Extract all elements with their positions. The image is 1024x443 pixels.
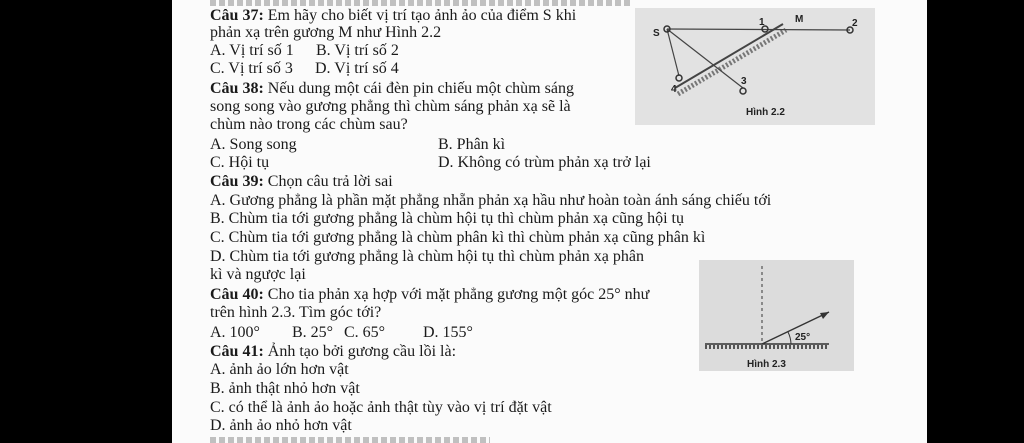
q38-option-a: A. Song song bbox=[210, 136, 297, 153]
mirror-diagram bbox=[635, 8, 875, 125]
q41-option-b: B. ảnh thật nhỏ hơn vật bbox=[210, 380, 360, 397]
q40-option-d: D. 155° bbox=[423, 324, 473, 341]
q39-option-a: A. Gương phẳng là phần mặt phẳng nhẵn phản xạ hầu như hoàn toàn ánh sáng chiếu tới bbox=[210, 192, 772, 209]
label-4: 4 bbox=[671, 84, 677, 95]
q37-line1: Câu 37: Em hãy cho biết vị trí tạo ảnh ảo của điểm S khi bbox=[210, 7, 577, 24]
q37-option-c: C. Vị trí số 3 bbox=[210, 60, 293, 77]
q39-option-c: C. Chùm tia tới gương phẳng là chùm phân kì thì chùm phản xạ cũng phân kì bbox=[210, 229, 706, 246]
reflection-angle-diagram bbox=[699, 260, 854, 371]
label-3: 3 bbox=[741, 76, 747, 87]
q41-option-d: D. ảnh ảo nhỏ hơn vật bbox=[210, 417, 352, 434]
q41-option-a: A. ảnh ảo lớn hơn vật bbox=[210, 361, 349, 378]
angle-arc bbox=[788, 332, 791, 344]
ray-arrowhead bbox=[820, 312, 829, 319]
q38-label: Câu 38: bbox=[210, 80, 264, 97]
q38-option-d: D. Không có trùm phản xạ trở lại bbox=[438, 154, 651, 171]
figure-2-3-caption: Hình 2.3 bbox=[747, 359, 786, 370]
label-s: S bbox=[653, 28, 660, 39]
q41-label: Câu 41: bbox=[210, 343, 264, 360]
figure-2-3 bbox=[699, 260, 854, 371]
q39-option-d: D. Chùm tia tới gương phẳng là chùm hội tụ thì chùm phản xạ phân bbox=[210, 248, 644, 265]
q38-option-c: C. Hội tụ bbox=[210, 154, 270, 171]
ray-to-3 bbox=[667, 29, 743, 88]
q39-label: Câu 39: bbox=[210, 173, 264, 190]
q37-option-d: D. Vị trí số 4 bbox=[315, 60, 399, 77]
q38-option-b: B. Phân kì bbox=[438, 136, 506, 153]
q37-option-b: B. Vị trí số 2 bbox=[316, 42, 399, 59]
q37-option-a: A. Vị trí số 1 bbox=[210, 42, 294, 59]
q41-line1: Câu 41: Ảnh tạo bởi gương cầu lồi là: bbox=[210, 343, 457, 360]
cut-off-text-top bbox=[210, 0, 630, 6]
q37-label: Câu 37: bbox=[210, 7, 264, 24]
mirror-hatching bbox=[678, 30, 786, 94]
angle-label: 25° bbox=[795, 332, 811, 343]
q39-line1: Câu 39: Chọn câu trả lời sai bbox=[210, 173, 393, 190]
ray-horizontal bbox=[667, 29, 850, 30]
q39-option-b: B. Chùm tia tới gương phẳng là chùm hội tụ thì chùm phản xạ cũng hội tụ bbox=[210, 210, 684, 227]
q37-line2: phản xạ trên gương M như Hình 2.2 bbox=[210, 24, 442, 41]
q38-line1: Câu 38: Nếu dung một cái đèn pin chiếu một chùm sáng bbox=[210, 80, 574, 97]
document-page bbox=[172, 0, 927, 443]
point-3 bbox=[740, 88, 746, 94]
cut-off-text-bottom bbox=[210, 437, 490, 443]
figure-2-2-caption: Hình 2.2 bbox=[746, 107, 785, 118]
label-1: 1 bbox=[759, 17, 765, 28]
mirror-m bbox=[675, 24, 783, 88]
q40-option-c: C. 65° bbox=[344, 324, 386, 341]
q40-line1: Câu 40: Cho tia phản xạ hợp với mặt phẳng gương một góc 25° như bbox=[210, 286, 650, 303]
q38-line2: song song vào gương phẳng thì chùm sáng phản xạ sẽ là bbox=[210, 98, 571, 115]
label-2: 2 bbox=[852, 18, 858, 29]
q40-line2: trên hình 2.3. Tìm góc tới? bbox=[210, 304, 382, 321]
figure-2-2 bbox=[635, 8, 875, 125]
q38-line3: chùm nào trong các chùm sau? bbox=[210, 116, 408, 133]
q40-option-b: B. 25° bbox=[292, 324, 334, 341]
ray-to-4 bbox=[667, 29, 679, 76]
q40-option-a: A. 100° bbox=[210, 324, 260, 341]
q40-label: Câu 40: bbox=[210, 286, 264, 303]
q41-option-c: C. có thể là ảnh ảo hoặc ảnh thật tùy vào vị trí đặt vật bbox=[210, 399, 552, 416]
q39-option-d-cont: kì và ngược lại bbox=[210, 266, 306, 283]
label-m: M bbox=[795, 14, 804, 25]
